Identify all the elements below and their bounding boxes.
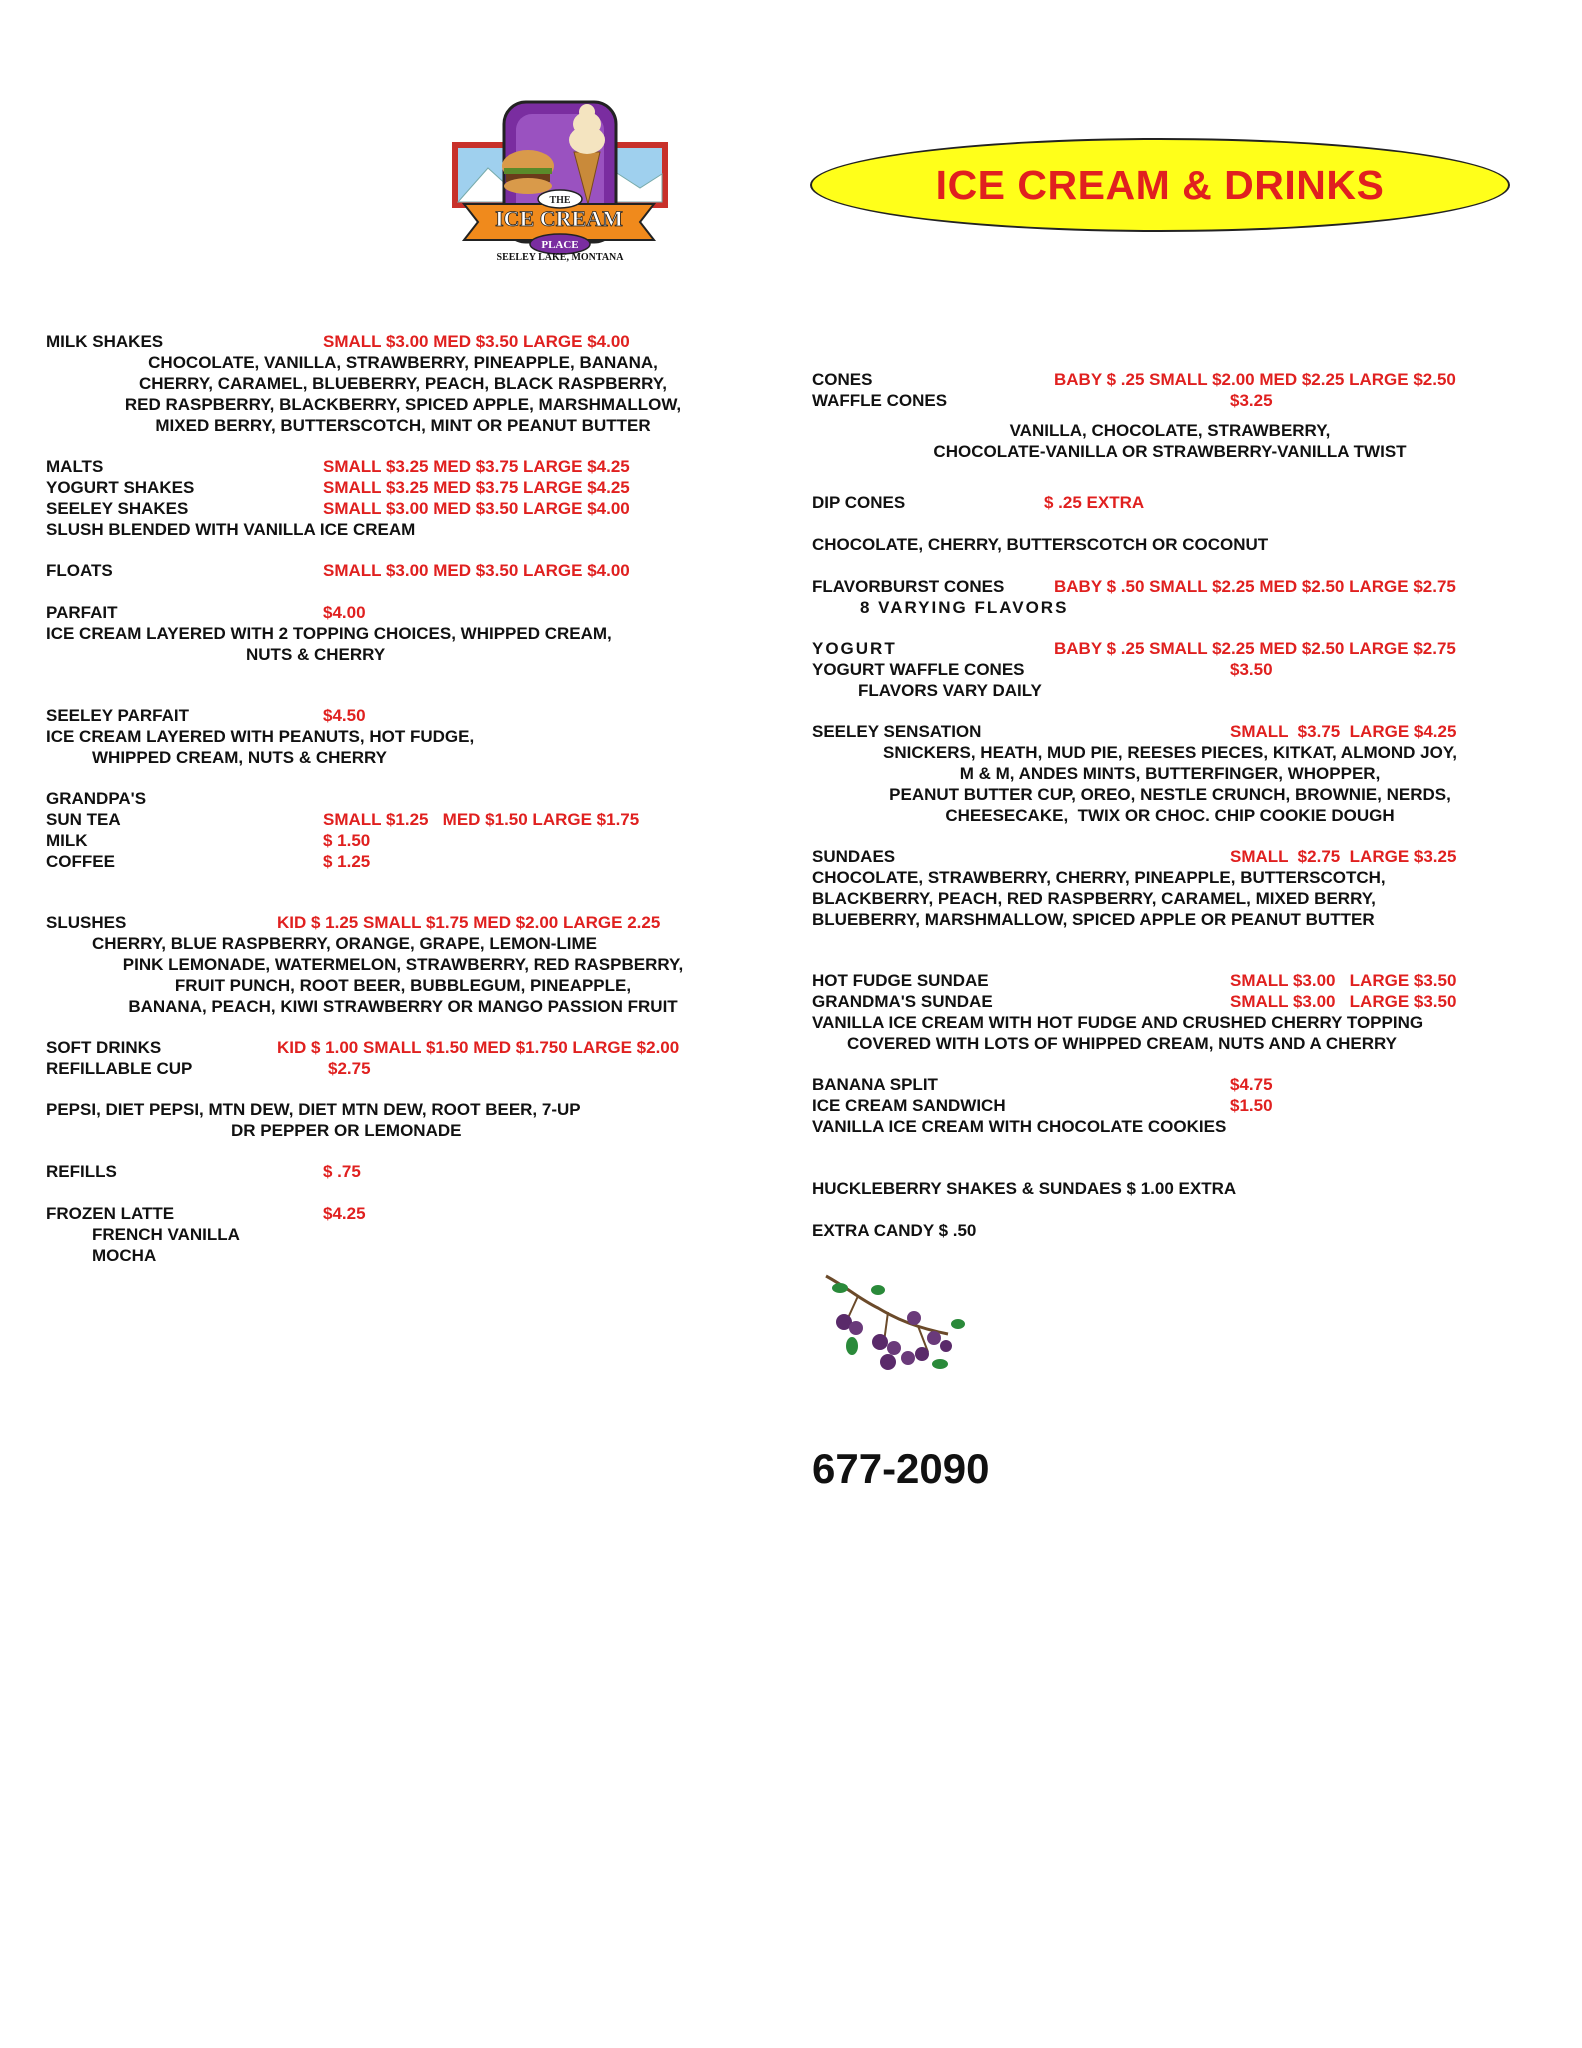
title-banner xyxy=(810,138,1510,232)
flavor-line: CHERRY, CARAMEL, BLUEBERRY, PEACH, BLACK RASPBERRY, xyxy=(139,374,667,393)
menu-item-label: FLAVORBURST CONES xyxy=(812,577,1005,596)
menu-item-label: REFILLS xyxy=(46,1162,117,1181)
menu-note: HUCKLEBERRY SHAKES & SUNDAES $ 1.00 EXTRA xyxy=(812,1179,1237,1198)
menu-item-label: SLUSHES xyxy=(46,913,127,932)
phone-number: 677-2090 xyxy=(812,1445,990,1492)
svg-text:ICE CREAM: ICE CREAM xyxy=(495,206,623,231)
menu-item-price: $1.50 xyxy=(1230,1096,1273,1115)
flavor-line: FRUIT PUNCH, ROOT BEER, BUBBLEGUM, PINEAPPLE, xyxy=(174,976,632,995)
menu-description: CHOCOLATE, CHERRY, BUTTERSCOTCH OR COCONUT xyxy=(812,535,1269,554)
menu-note: FLAVORS VARY DAILY xyxy=(858,681,1042,700)
svg-text:PLACE: PLACE xyxy=(541,239,579,251)
menu-item-price: SMALL $3.00 MED $3.50 LARGE $4.00 xyxy=(323,499,630,518)
menu-item-label: YOGURT SHAKES xyxy=(46,478,195,497)
menu-item-label: SUN TEA xyxy=(46,810,121,829)
flavor-line: BLUEBERRY, MARSHMALLOW, SPICED APPLE OR PEANUT BUTTER xyxy=(812,910,1375,929)
topping-line: PEANUT BUTTER CUP, OREO, NESTLE CRUNCH, BROWNIE, NERDS, xyxy=(889,785,1451,804)
menu-item-label: MILK xyxy=(46,831,88,850)
topping-line: M & M, ANDES MINTS, BUTTERFINGER, WHOPPER, xyxy=(959,764,1381,783)
menu-option: MOCHA xyxy=(92,1246,157,1265)
menu-item-price: SMALL $2.75 LARGE $3.25 xyxy=(1230,847,1457,866)
menu-item-price: KID $ 1.25 SMALL $1.75 MED $2.00 LARGE 2.25 xyxy=(277,913,661,932)
menu-item-price: SMALL $3.00 LARGE $3.50 xyxy=(1230,971,1457,990)
menu-option: FRENCH VANILLA xyxy=(92,1225,240,1244)
menu-item-label: SOFT DRINKS xyxy=(46,1038,162,1057)
menu-description: ICE CREAM LAYERED WITH 2 TOPPING CHOICES, WHIPPED CREAM, xyxy=(46,624,612,643)
menu-item-label: GRANDMA'S SUNDAE xyxy=(812,992,993,1011)
flavor-line: RED RASPBERRY, BLACKBERRY, SPICED APPLE, MARSHMALLOW, xyxy=(124,395,682,414)
page-title: ICE CREAM & DRINKS xyxy=(935,161,1385,208)
ice-cream-place-logo xyxy=(448,96,672,266)
menu-description: VANILLA ICE CREAM WITH CHOCOLATE COOKIES xyxy=(812,1117,1227,1136)
menu-item-price: SMALL $1.25 MED $1.50 LARGE $1.75 xyxy=(323,810,640,829)
menu-item-label: MALTS xyxy=(46,457,104,476)
menu-item-price: BABY $ .25 SMALL $2.00 MED $2.25 LARGE $2.50 xyxy=(1054,370,1456,389)
menu-item-price: $3.50 xyxy=(1230,660,1273,679)
menu-item-label: SEELEY PARFAIT xyxy=(46,706,189,725)
menu-item-price: SMALL $3.25 MED $3.75 LARGE $4.25 xyxy=(323,457,630,476)
menu-item-price: $4.25 xyxy=(323,1204,366,1223)
menu-item-price: $3.25 xyxy=(1230,391,1273,410)
menu-item-label: DIP CONES xyxy=(812,493,906,512)
menu-item-label: WAFFLE CONES xyxy=(812,391,948,410)
menu-description: COVERED WITH LOTS OF WHIPPED CREAM, NUTS AND A CHERRY xyxy=(847,1034,1397,1053)
flavor-line: CHOCOLATE, STRAWBERRY, CHERRY, PINEAPPLE, BUTTERSCOTCH, xyxy=(812,868,1386,887)
flavor-line: CHOCOLATE, VANILLA, STRAWBERRY, PINEAPPLE, BANANA, xyxy=(148,353,658,372)
flavor-line: BANANA, PEACH, KIWI STRAWBERRY OR MANGO PASSION FRUIT xyxy=(128,997,678,1016)
flavor-line: BLACKBERRY, PEACH, RED RASPBERRY, CARAMEL, MIXED BERRY, xyxy=(812,889,1376,908)
menu-item-price: $ 1.50 xyxy=(323,831,371,850)
flavor-line: CHERRY, BLUE RASPBERRY, ORANGE, GRAPE, LEMON-LIME xyxy=(92,934,598,953)
menu-item-price: $2.75 xyxy=(328,1059,371,1078)
menu-item-label: MILK SHAKES xyxy=(46,332,164,351)
menu-item-label: HOT FUDGE SUNDAE xyxy=(812,971,989,990)
menu-item-label: FROZEN LATTE xyxy=(46,1204,175,1223)
flavor-line: VANILLA, CHOCOLATE, STRAWBERRY, xyxy=(1009,421,1331,440)
menu-item-price: $ 1.25 xyxy=(323,852,371,871)
flavor-line: CHOCOLATE-VANILLA OR STRAWBERRY-VANILLA TWIST xyxy=(933,442,1407,461)
menu-item-label: YOGURT xyxy=(812,639,897,658)
menu-item-price: $4.50 xyxy=(323,706,366,725)
menu-item-price: $ .25 EXTRA xyxy=(1044,493,1145,512)
menu-item-label: CONES xyxy=(812,370,873,389)
menu-item-label: YOGURT WAFFLE CONES xyxy=(812,660,1025,679)
menu-item-price: SMALL $3.75 LARGE $4.25 xyxy=(1230,722,1457,741)
menu-description: NUTS & CHERRY xyxy=(246,645,386,664)
menu-item-price: SMALL $3.25 MED $3.75 LARGE $4.25 xyxy=(323,478,630,497)
menu-item-label: ICE CREAM SANDWICH xyxy=(812,1096,1006,1115)
menu-item-price: SMALL $3.00 LARGE $3.50 xyxy=(1230,992,1457,1011)
menu-item-price: BABY $ .25 SMALL $2.25 MED $2.50 LARGE $2.75 xyxy=(1054,639,1456,658)
menu-section-label: GRANDPA'S xyxy=(46,789,147,808)
flavor-line: PINK LEMONADE, WATERMELON, STRAWBERRY, RED RASPBERRY, xyxy=(122,955,684,974)
menu-item-price: BABY $ .50 SMALL $2.25 MED $2.50 LARGE $2.75 xyxy=(1054,577,1456,596)
menu-item-label: PARFAIT xyxy=(46,603,118,622)
huckleberry-branch-icon xyxy=(818,1268,978,1378)
menu-item-price: SMALL $3.00 MED $3.50 LARGE $4.00 xyxy=(323,561,630,580)
svg-text:THE: THE xyxy=(549,195,571,206)
menu-description: VANILLA ICE CREAM WITH HOT FUDGE AND CRUSHED CHERRY TOPPING xyxy=(812,1013,1424,1032)
menu-item-price: SMALL $3.00 MED $3.50 LARGE $4.00 xyxy=(323,332,630,351)
menu-note: 8 VARYING FLAVORS xyxy=(860,598,1069,617)
menu-item-price: $4.75 xyxy=(1230,1075,1273,1094)
menu-item-label: FLOATS xyxy=(46,561,113,580)
menu-description: WHIPPED CREAM, NUTS & CHERRY xyxy=(92,748,387,767)
topping-line: SNICKERS, HEATH, MUD PIE, REESES PIECES, KITKAT, ALMOND JOY, xyxy=(883,743,1457,762)
menu-item-label: SEELEY SHAKES xyxy=(46,499,189,518)
menu-item-price: $ .75 xyxy=(323,1162,361,1181)
menu-item-label: BANANA SPLIT xyxy=(812,1075,938,1094)
logo-caption: SEELEY LAKE, MONTANA xyxy=(496,252,624,263)
menu-note: SLUSH BLENDED WITH VANILLA ICE CREAM xyxy=(46,520,416,539)
menu-item-label: SEELEY SENSATION xyxy=(812,722,982,741)
menu-item-label: REFILLABLE CUP xyxy=(46,1059,193,1078)
menu-item-label: COFFEE xyxy=(46,852,115,871)
menu-description: PEPSI, DIET PEPSI, MTN DEW, DIET MTN DEW, ROOT BEER, 7-UP xyxy=(46,1100,581,1119)
menu-note: EXTRA CANDY $ .50 xyxy=(812,1221,977,1240)
topping-line: CHEESECAKE, TWIX OR CHOC. CHIP COOKIE DOUGH xyxy=(945,806,1395,825)
flavor-line: MIXED BERRY, BUTTERSCOTCH, MINT OR PEANUT BUTTER xyxy=(155,416,651,435)
menu-item-price: $4.00 xyxy=(323,603,366,622)
menu-item-price: KID $ 1.00 SMALL $1.50 MED $1.750 LARGE $2.00 xyxy=(277,1038,680,1057)
menu-description: DR PEPPER OR LEMONADE xyxy=(231,1121,462,1140)
menu-item-label: SUNDAES xyxy=(812,847,896,866)
menu-description: ICE CREAM LAYERED WITH PEANUTS, HOT FUDGE, xyxy=(46,727,475,746)
